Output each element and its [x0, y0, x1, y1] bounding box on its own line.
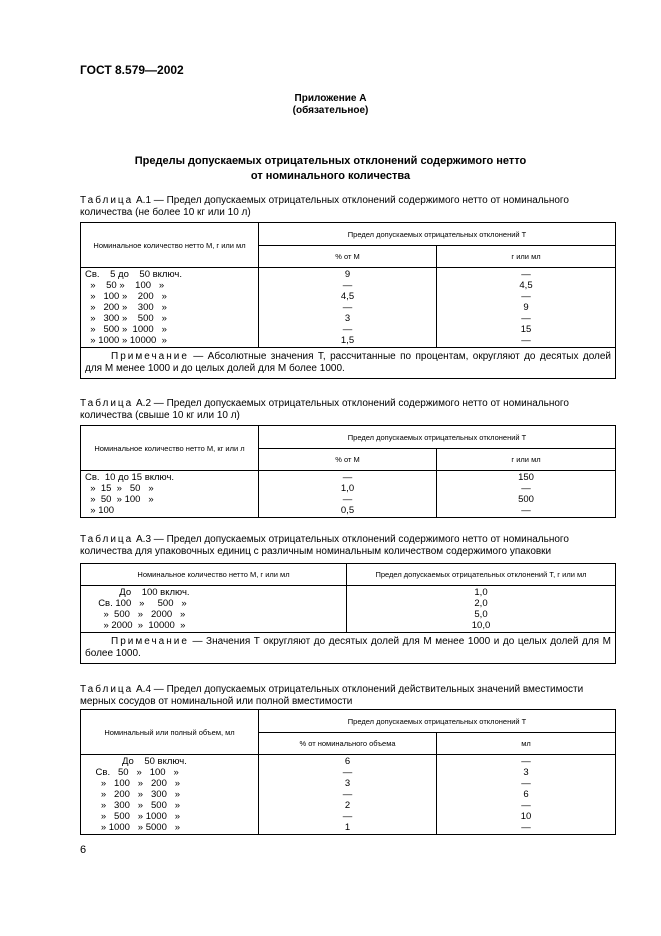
table-row: До 100 включ.	[85, 587, 190, 598]
table-a3-col1-header: Номинальное количество нетто M, г или мл	[81, 564, 347, 586]
table-a4-group-header: Предел допускаемых отрицательных отклонений T	[259, 710, 616, 733]
table-a1	[80, 222, 616, 379]
table-a3	[80, 563, 616, 664]
table-cell: —	[342, 767, 353, 778]
table-row: » 100 » 200 »	[85, 778, 181, 789]
table-row: » 300 » 500 »	[85, 800, 181, 811]
document-title-line1: Пределы допускаемых отрицательных отклонений содержимого нетто	[134, 155, 527, 167]
table-cell: —	[342, 789, 353, 800]
table-a3-note-label: Примечание	[111, 636, 189, 647]
table-a1-col1-header: Номинальное количество нетто M, г или мл	[81, 223, 259, 268]
table-row: » 100 » 200 »	[85, 291, 167, 302]
table-cell: —	[521, 483, 531, 494]
table-a2-group-header: Предел допускаемых отрицательных отклонений T	[259, 426, 616, 449]
document-title-line2: от номинального количества	[250, 170, 411, 182]
table-cell: 2,0	[474, 598, 488, 609]
table-row: Св. 100 » 500 »	[85, 598, 187, 609]
table-a4-caption-text: А.4 — Предел допускаемых отрицательных отклонений действительных значений вместимости мерных сосудов от номинальной или полной вместимости	[80, 684, 584, 707]
table-a3-caption-text: А.3 — Предел допускаемых отрицательных отклонений содержимого нетто от номинального количества для упаковочных единиц с различным номинальным количеством содержимого упаковки	[80, 534, 569, 557]
table-a2-range-cell	[81, 471, 259, 518]
table-a1-sub-pct-header: % от M	[259, 246, 437, 268]
table-a4-col1-header: Номинальный или полный объем, мл	[81, 710, 259, 755]
table-cell: —	[521, 800, 531, 811]
page-number: 6	[80, 844, 87, 856]
table-a4-caption	[80, 684, 614, 708]
table-row: » 1000 » 10000 »	[85, 335, 167, 346]
table-cell: —	[342, 494, 353, 505]
table-cell: 1,0	[340, 483, 355, 494]
table-a4	[80, 709, 616, 835]
table-row: До 50 включ.	[85, 756, 187, 767]
table-a1-range-cell	[81, 268, 259, 348]
table-a1-pct-cell	[259, 268, 437, 348]
table-cell: —	[521, 756, 531, 767]
table-a3-note-text: — Значения T округляют до десятых долей для M менее 1000 и до целых долей для M более 1000.	[85, 636, 611, 659]
table-a3-label: Таблица	[80, 534, 134, 545]
table-row: » 50 » 100 »	[85, 280, 165, 291]
table-row: » 300 » 500 »	[85, 313, 167, 324]
table-cell: —	[521, 335, 531, 346]
table-cell: —	[342, 280, 353, 291]
table-a2-sub-pct-header: % от M	[259, 449, 437, 471]
table-a3-abs-cell	[347, 586, 616, 633]
appendix-subtitle: (обязательное)	[292, 105, 369, 116]
table-cell: —	[521, 269, 531, 280]
table-cell: —	[521, 291, 531, 302]
table-cell: —	[342, 811, 353, 822]
table-cell: 3	[344, 313, 351, 324]
table-row: » 200 » 300 »	[85, 302, 167, 313]
table-a1-note-label: Примечание	[111, 351, 189, 362]
table-cell: —	[342, 302, 353, 313]
table-cell: 3	[344, 778, 351, 789]
table-a2-caption	[80, 398, 614, 422]
table-row: » 500 » 2000 »	[85, 609, 186, 620]
table-row: » 2000 » 10000 »	[85, 620, 186, 631]
table-row: » 100	[85, 505, 115, 516]
table-row: Св. 10 до 15 включ.	[85, 472, 175, 483]
table-a1-group-header: Предел допускаемых отрицательных отклонений T	[259, 223, 616, 246]
table-cell: —	[521, 822, 531, 833]
table-row: » 50 » 100 »	[85, 494, 154, 505]
table-a2-sub-abs-header: г или мл	[437, 449, 616, 471]
table-cell: 1,0	[474, 587, 488, 598]
table-a1-sub-abs-header: г или мл	[437, 246, 616, 268]
table-a3-range-cell	[81, 586, 347, 633]
table-row: » 500 » 1000 »	[85, 811, 181, 822]
table-cell: —	[521, 778, 531, 789]
table-cell: —	[521, 313, 531, 324]
table-cell: —	[521, 505, 531, 516]
table-row: » 15 » 50 »	[85, 483, 154, 494]
table-a3-col2-header: Предел допускаемых отрицательных отклонений T, г или мл	[347, 564, 616, 586]
table-a1-caption-text: А.1 — Предел допускаемых отрицательных отклонений содержимого нетто от номинального количества (не более 10 кг или 10 л)	[80, 195, 569, 218]
table-row: Св. 5 до 50 включ.	[85, 269, 182, 280]
table-cell: 6	[523, 789, 529, 800]
table-a2-col1-header: Номинальное количество нетто M, кг или л	[81, 426, 259, 471]
table-cell: 10,0	[471, 620, 491, 631]
table-a2-abs-cell	[437, 471, 616, 518]
table-row: » 1000 » 5000 »	[85, 822, 181, 833]
table-a1-label: Таблица	[80, 195, 134, 206]
table-a2-caption-text: А.2 — Предел допускаемых отрицательных отклонений содержимого нетто от номинального количества (свыше 10 кг или 10 л)	[80, 398, 569, 421]
table-cell: —	[342, 324, 353, 335]
table-a2-pct-cell	[259, 471, 437, 518]
table-cell: 150	[518, 472, 534, 483]
table-cell: 10	[520, 811, 532, 822]
table-cell: 4,5	[340, 291, 355, 302]
table-cell: 5,0	[474, 609, 488, 620]
table-cell: 0,5	[340, 505, 355, 516]
table-a4-sub-abs-header: мл	[437, 733, 616, 755]
table-a2-label: Таблица	[80, 398, 134, 409]
table-cell: 4,5	[519, 280, 533, 291]
table-cell: 15	[520, 324, 532, 335]
table-cell: 3	[523, 767, 529, 778]
table-a4-sub-pct-header: % от номинального объема	[259, 733, 437, 755]
table-a4-abs-cell	[437, 755, 616, 835]
table-a1-note-text: — Абсолютные значения T, рассчитанные по процентам, округляют до десятых долей для M менее 1000 и до целых долей для M более 1000.	[85, 351, 612, 374]
table-cell: 9	[523, 302, 529, 313]
table-a4-label: Таблица	[80, 684, 134, 695]
table-a4-range-cell	[81, 755, 259, 835]
table-row: Св. 50 » 100 »	[85, 767, 179, 778]
table-cell: 9	[344, 269, 351, 280]
table-cell: 1,5	[340, 335, 355, 346]
table-a1-note	[81, 348, 616, 379]
table-a4-pct-cell	[259, 755, 437, 835]
table-a3-caption	[80, 534, 614, 558]
table-cell: 6	[344, 756, 351, 767]
table-cell: —	[342, 472, 353, 483]
appendix-title: Приложение А	[294, 93, 367, 104]
table-a1-caption	[80, 195, 614, 219]
table-a2	[80, 425, 616, 518]
table-row: » 200 » 300 »	[85, 789, 181, 800]
table-row: » 500 » 1000 »	[85, 324, 167, 335]
table-cell: 500	[518, 494, 534, 505]
table-a1-abs-cell	[437, 268, 616, 348]
table-cell: 1	[344, 822, 351, 833]
standard-number: ГОСТ 8.579—2002	[80, 63, 184, 77]
table-a3-note	[81, 633, 616, 664]
table-cell: 2	[344, 800, 351, 811]
